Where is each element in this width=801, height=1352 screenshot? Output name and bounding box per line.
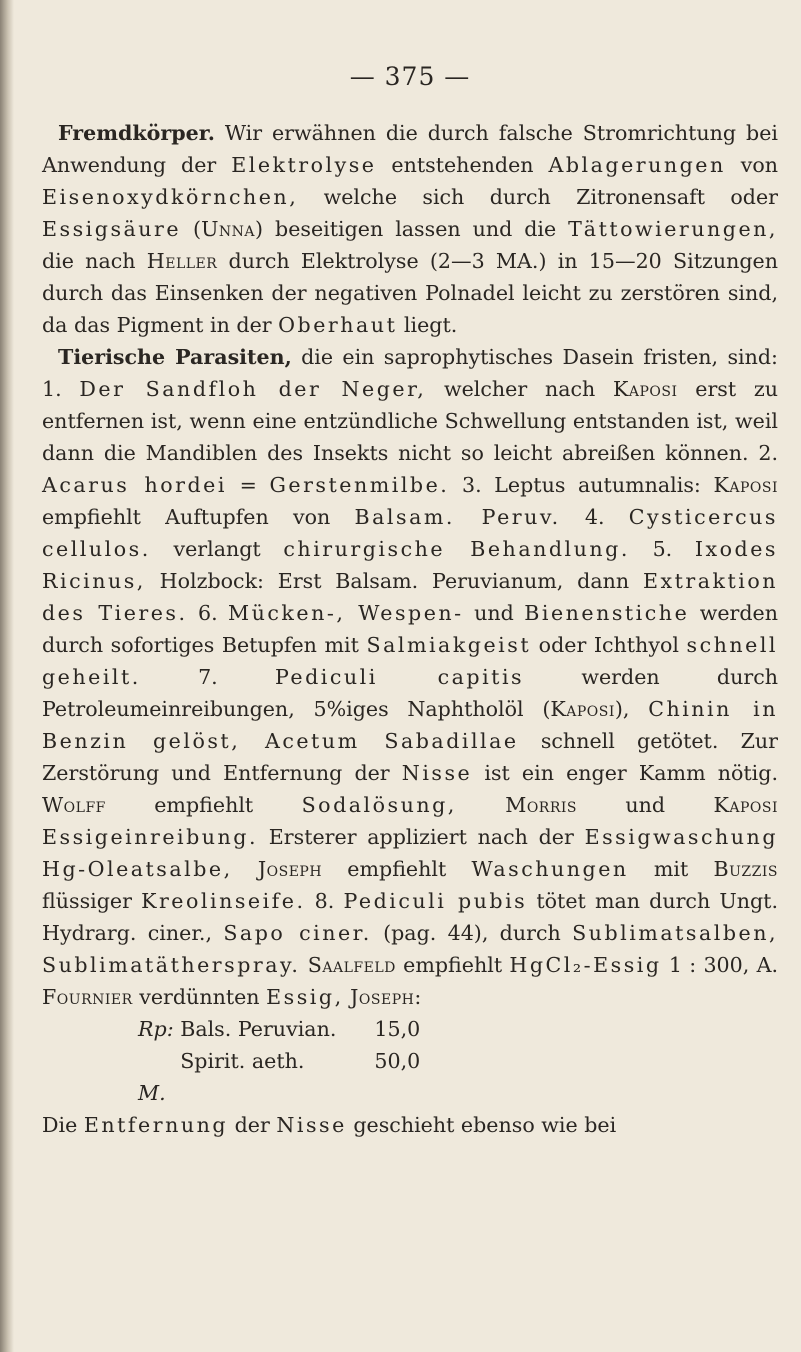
text: 4. — [560, 505, 629, 529]
spaced-term: chirurgische Behandlung. — [283, 537, 630, 561]
text: liegt. — [397, 313, 458, 337]
spaced-term: Chinin in Benzin gelöst, Acetum Sabadillae — [42, 697, 778, 753]
text: die nach — [42, 249, 147, 273]
text: werden durch sofortiges Betupfen mit — [42, 601, 778, 657]
spaced-term: Nisse — [276, 1113, 347, 1137]
spaced-term: Der Sandfloh der Neger, — [79, 377, 427, 401]
recipe-misce: M. — [138, 1081, 166, 1105]
paragraph-entfernung — [42, 1109, 778, 1141]
spaced-term: Entfernung — [83, 1113, 229, 1137]
author-name: Buzzis — [713, 857, 778, 881]
text: Ersterer appliziert nach der — [258, 825, 585, 849]
recipe-value: 50,0 — [374, 1049, 421, 1073]
text — [457, 793, 505, 817]
spaced-term: Waschungen — [471, 857, 629, 881]
spaced-term: Pediculi capitis — [274, 665, 525, 689]
paragraph-tierische-parasiten — [42, 341, 778, 1013]
spaced-term: Sapo ciner. — [223, 921, 372, 945]
text — [300, 953, 307, 977]
spaced-term: Oberhaut — [278, 313, 398, 337]
text: oder Ichthyol — [531, 633, 687, 657]
text: verdünnten — [132, 985, 267, 1009]
spaced-term: Ixodes Ricinus, — [42, 537, 778, 593]
spaced-term: Bienenstiche — [524, 601, 690, 625]
spaced-term: Eisenoxydkörnchen, — [42, 185, 299, 209]
text: empfiehlt — [105, 793, 302, 817]
text: empfiehlt — [322, 857, 472, 881]
spaced-term: Pediculi pubis — [343, 889, 528, 913]
author-name: Kaposi — [713, 793, 778, 817]
spaced-term: Salmiakgeist — [366, 633, 532, 657]
author-name: Wolff — [42, 793, 106, 817]
text: (pag. 44), durch — [371, 921, 573, 945]
recipe-value: 15,0 — [374, 1017, 421, 1041]
text: durch Elektrolyse (2—3 MA.) in 15—20 Sitzungen durch das Einsenken der negativen Polnadel leicht zu zerstören sind, da das Pigment in der — [42, 249, 778, 337]
text: Die — [42, 1113, 84, 1137]
recipe-table — [138, 1013, 420, 1077]
text: 3. Leptus autumnalis: — [449, 473, 714, 497]
author-name: Heller — [146, 249, 218, 273]
spaced-term: Tättowierungen, — [568, 217, 778, 241]
term: Tierische Parasiten, — [58, 345, 292, 369]
recipe-item: Bals. Peruvian. — [180, 1017, 337, 1041]
recipe-row — [138, 1045, 420, 1077]
text: und — [463, 601, 525, 625]
text: : — [414, 985, 422, 1009]
recipe — [138, 1013, 778, 1077]
text: und — [577, 793, 714, 817]
text: welcher nach — [426, 377, 614, 401]
recipe-row — [138, 1013, 420, 1045]
spaced-term: Acarus hordei — [42, 473, 227, 497]
author-name: Saalfeld — [307, 953, 396, 977]
page-edge-shadow — [0, 0, 14, 1352]
term: Fremdkörper. — [58, 121, 215, 145]
recipe-item-cell — [138, 1045, 336, 1077]
spaced-term: Ablagerungen — [548, 153, 726, 177]
text: Holzbock: Erst Balsam. Peruvianum, dann — [145, 569, 643, 593]
text: mit — [628, 857, 714, 881]
text: flüssiger — [42, 889, 142, 913]
text: erst zu entfernen ist, wenn eine entzündliche Schwellung entstanden ist, weil dann die Mandiblen des Insekts nicht so leicht abreißen können. 2. — [42, 377, 778, 465]
spaced-term: Mücken-, Wespen- — [228, 601, 464, 625]
text: empfiehlt Auftupfen von — [42, 505, 355, 529]
text: ist ein enger Kamm nötig. — [472, 761, 778, 785]
author-name: Fournier — [42, 985, 133, 1009]
spaced-term: Essigeinreibung. — [42, 825, 259, 849]
text: tötet man durch Ungt. Hydrarg. ciner., — [42, 889, 778, 945]
text: empfiehlt — [395, 953, 510, 977]
text: 7. — [140, 665, 275, 689]
text: von — [725, 153, 778, 177]
spaced-term: Essigsäure — [42, 217, 182, 241]
text: der — [228, 1113, 277, 1137]
text: ) beseitigen lassen und die — [255, 217, 569, 241]
author-name: Joseph — [350, 985, 415, 1009]
text: = — [226, 473, 270, 497]
spaced-term: Balsam. Peruv. — [354, 505, 561, 529]
text: entstehenden — [376, 153, 549, 177]
text: werden durch Petroleumeinreibungen, 5%iges Naphtholöl ( — [42, 665, 778, 721]
recipe-rp-label: Rp: Bals. Peruvian. — [138, 1017, 337, 1041]
spaced-term: schnell geheilt. — [42, 633, 778, 689]
text: 8. — [305, 889, 344, 913]
text: die ein saprophytisches Dasein fristen, sind: 1. — [42, 345, 778, 401]
author-name: Kaposi — [613, 377, 678, 401]
spaced-term: Essigwaschung Hg-Oleatsalbe, — [42, 825, 778, 881]
spaced-term: Essig, — [266, 985, 344, 1009]
author-name: Kaposi — [550, 697, 615, 721]
spaced-term: Cysticercus cellulos. — [42, 505, 779, 561]
author-name: Unna — [201, 217, 256, 241]
recipe-item: Spirit. aeth. — [180, 1049, 305, 1073]
author-name: Kaposi — [713, 473, 778, 497]
text: ( — [181, 217, 202, 241]
author-name: Joseph — [257, 857, 323, 881]
text — [233, 857, 258, 881]
text: geschieht ebenso wie bei — [346, 1113, 617, 1137]
text: welche sich durch Zitronensaft oder — [298, 185, 778, 209]
text: 5. — [629, 537, 695, 561]
spaced-term: Gerstenmilbe. — [269, 473, 450, 497]
spaced-term: Elektrolyse — [231, 153, 377, 177]
spaced-term: Sublimatsalben, Sublimatätherspray. — [42, 921, 778, 977]
spaced-term: Sodalösung, — [301, 793, 457, 817]
text: 6. — [187, 601, 229, 625]
spaced-term: Extraktion des Tieres. — [42, 569, 778, 625]
text: Wir erwähnen die durch falsche Stromrichtung bei Anwendung der — [42, 121, 778, 177]
text: ), — [614, 697, 649, 721]
text: schnell getötet. Zur Zerstörung und Entfernung der — [42, 729, 778, 785]
text: 1 : 300, A. — [661, 953, 779, 977]
spaced-term: Kreolinseife. — [141, 889, 306, 913]
book-page — [42, 62, 778, 1141]
author-name: Morris — [505, 793, 578, 817]
page-number: — 375 — — [349, 62, 471, 91]
spaced-term: Nisse — [401, 761, 473, 785]
spaced-term: HgCl₂-Essig — [509, 953, 662, 977]
text: verlangt — [150, 537, 284, 561]
paragraph-fremdkoerper — [42, 117, 778, 341]
